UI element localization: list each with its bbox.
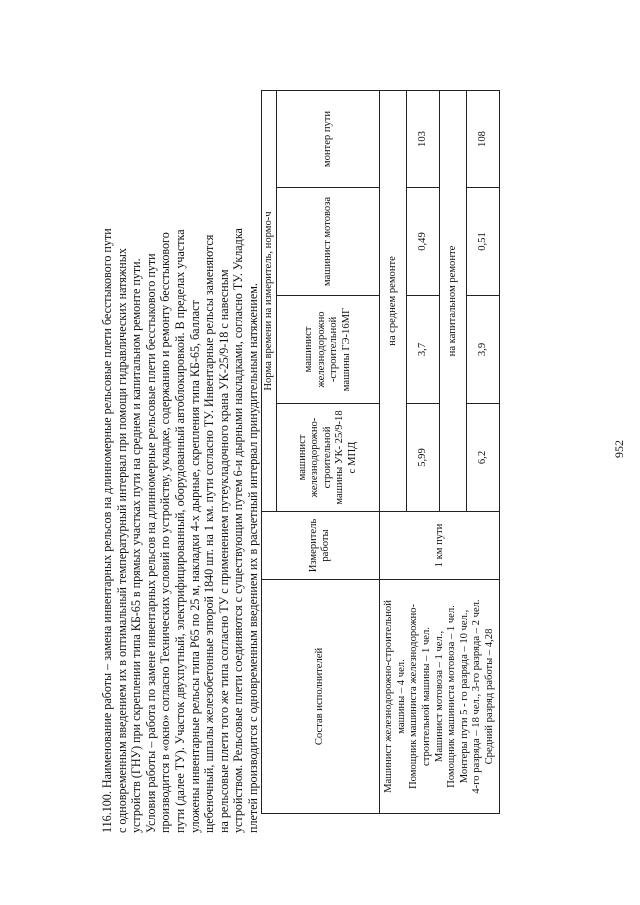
- crew-line: Помощник машиниста железнодорожно-строительной машины – 1 чел.: [408, 603, 432, 790]
- norm-col-header: монтер пути: [277, 90, 380, 187]
- text-line: устройством. Рельсовые плети соединяются с существующим путем 6-и дырными накладками, согласно ТУ. Укладка: [231, 228, 246, 833]
- norm-table: [261, 90, 501, 814]
- norm-value: 6,2: [467, 404, 500, 512]
- work-description: [100, 73, 261, 833]
- header-unit: Измеритель работы: [261, 512, 380, 580]
- crew-line: Машинист мотовоза – 1 чел.,: [433, 630, 445, 763]
- norm-col-header: машинист мотовоза: [277, 188, 380, 296]
- norm-value: 3,9: [467, 296, 500, 404]
- text-line: щебеночный, шпалы железобетонные эпюрой 1840 шт. на 1 км. пути согласно ТУ. Инвентарные рельсы заменяются: [202, 234, 217, 833]
- group-row: [380, 90, 407, 813]
- norm-col-header: машинист железнодорожно-строительной машины УК- 25/9-18 с МПД: [277, 404, 380, 512]
- norm-value: 103: [407, 90, 440, 187]
- text-line: устройств (ГНУ) при скреплении типа КБ-65 в прямых участках пути на среднем и капитальном ремонте пути.: [129, 258, 144, 833]
- text-line: на рельсовые плети того же типа согласно ТУ с применением путеукладочного крана УК-25/9-18 с навесным: [216, 269, 231, 833]
- unit-cell: 1 км пути: [380, 512, 500, 580]
- crew-line: Машинист железнодорожно-строительной машины – 4 чел.: [383, 600, 407, 793]
- crew-cell: [380, 580, 500, 814]
- text-line: пути (далее ТУ). Участок двухпутный, электрифицированный, оборудованный автоблокировкой. В пределах участка: [172, 229, 187, 833]
- group-label: на капитальном ремонте: [440, 90, 467, 511]
- page-number: 952: [612, 440, 626, 458]
- crew-line: 4-го разряда – 18 чел., 3-го разряда – 2 чел.: [471, 599, 483, 794]
- table-header-row: [261, 90, 277, 813]
- text-line: производится в «окно» согласно Технических условий по устройству, укладке, содержанию и ремонту бесстыкового: [158, 232, 173, 833]
- norm-value: 0,49: [407, 188, 440, 296]
- norm-col-header: машинист железнодорожно -строительной машины ГЭ-16МГ: [277, 296, 380, 404]
- text-line: 116.100. Наименование работы – замена инвентарных рельсов на длинномерные рельсовые плети бесстыкового пути: [100, 228, 114, 833]
- norm-value: 5,99: [407, 404, 440, 512]
- group-label: на среднем ремонте: [380, 90, 407, 511]
- header-norm: Норма времени на измеритель, нормо-ч: [261, 90, 277, 511]
- crew-line: Монтеры пути 5 - го разряда – 10 чел.,: [458, 609, 470, 784]
- norm-value: 3,7: [407, 296, 440, 404]
- norm-value: 0,51: [467, 188, 500, 296]
- text-line: плетей производится с одновременным введением их в расчетный интервал принудительным натяжением.: [245, 283, 260, 833]
- rotated-page-content: [100, 73, 500, 833]
- crew-line: Помощник машиниста мотовоза – 1 чел.: [446, 605, 458, 788]
- header-crew: Состав исполнителей: [261, 580, 380, 814]
- crew-line: Средний разряд работы – 4,28: [483, 628, 495, 765]
- text-line: с одновременным введением их в оптимальный температурный интервал при помощи гидравлических натяжных: [114, 248, 129, 833]
- text-line: Условия работы – работа по замене инвентарных рельсов на длинномерные рельсовые плети бесстыкового пути: [143, 253, 158, 833]
- text-line: уложены инвентарные рельсы типа Р65 по 25 м, накладки 4-х дырные, скрепления типа КБ-65, балласт: [187, 300, 202, 833]
- norm-value: 108: [467, 90, 500, 187]
